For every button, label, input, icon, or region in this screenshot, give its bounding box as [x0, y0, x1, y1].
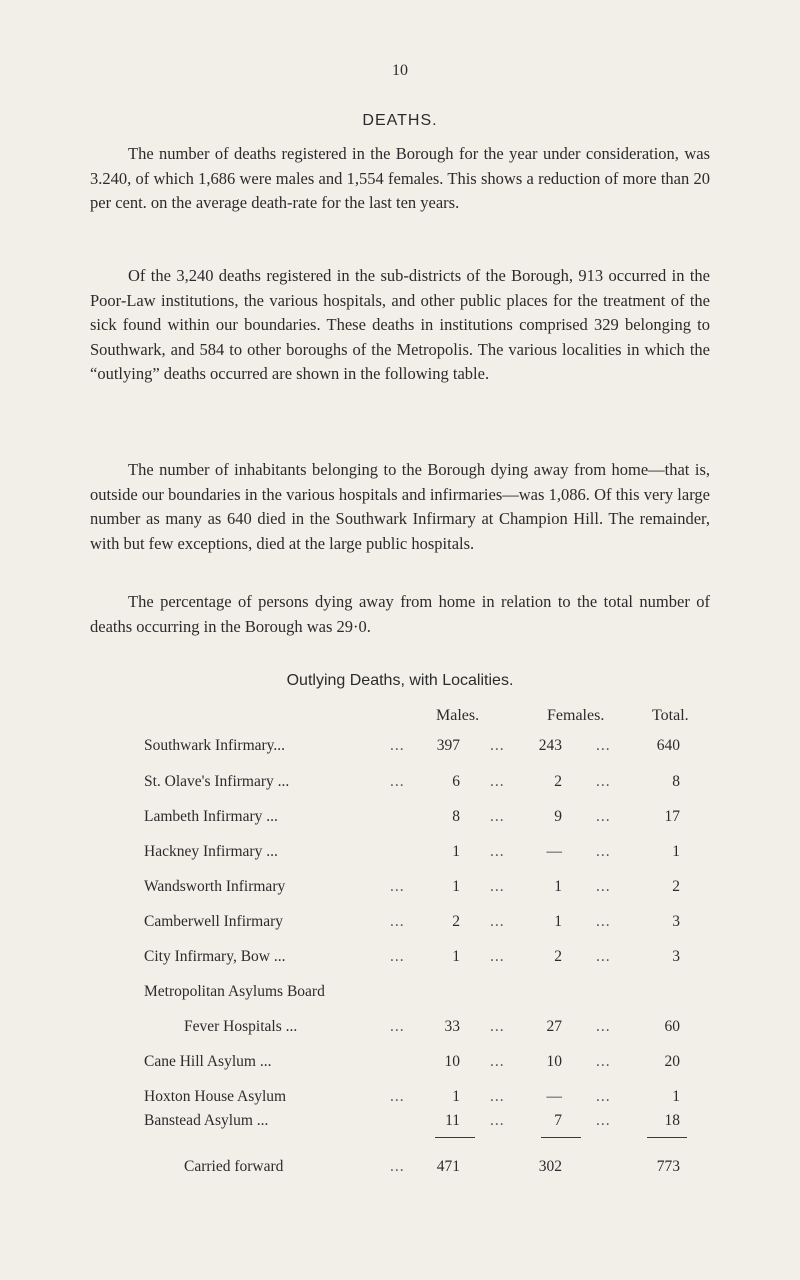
leader-dots: ...	[390, 948, 405, 965]
paragraph-2: Of the 3,240 deaths registered in the sub-districts of the Borough, 913 occurred in the Poor-Law institutions, the various hospitals, and other public places for the treatment of the sick found within our boundaries. These deaths in institutions comprised 329 belonging to Southwark, and 584 to other boroughs of the Metropolis. The various localities in which the “outlying” deaths occurred are shown in the following table.	[90, 266, 710, 383]
females-value: 243	[538, 737, 562, 754]
leader-dots: ...	[596, 948, 611, 965]
females-value: 10	[546, 1053, 562, 1070]
leader-dots: ...	[596, 737, 611, 754]
females-value: —	[546, 843, 562, 860]
total-value: 3	[672, 948, 680, 965]
females-total: 302	[538, 1158, 562, 1175]
table-row	[0, 878, 800, 902]
row-label: Metropolitan Asylums Board	[144, 983, 325, 1000]
table-row	[0, 773, 800, 797]
males-value: 11	[445, 1112, 460, 1129]
paragraph-1: The number of deaths registered in the Borough for the year under consideration, was 3.240, of which 1,686 were males and 1,554 females. This shows a reduction of more than 20 per cent. on the average death-rate for the last ten years.	[90, 144, 710, 212]
grand-total: 773	[656, 1158, 680, 1175]
row-label: Banstead Asylum ...	[144, 1112, 269, 1129]
females-value: 27	[546, 1018, 562, 1035]
paragraph-4: The percentage of persons dying away from home in relation to the total number of deaths occurring in the Borough was 29·0.	[90, 592, 710, 636]
leader-dots: ...	[596, 1112, 611, 1129]
total-value: 640	[656, 737, 680, 754]
leader-dots: ...	[390, 878, 405, 895]
females-value: 9	[554, 808, 562, 825]
row-label-continued: Fever Hospitals ...	[184, 1018, 298, 1035]
females-value: —	[546, 1088, 562, 1105]
leader-dots: ...	[490, 1088, 505, 1105]
males-value: 2	[452, 913, 460, 930]
males-total: 471	[436, 1158, 460, 1175]
leader-dots: ...	[490, 773, 505, 790]
column-header-males: Males.	[436, 707, 480, 724]
males-value: 1	[452, 948, 460, 965]
leader-dots: ...	[490, 1053, 505, 1070]
table-row	[0, 1018, 800, 1042]
row-label: Hoxton House Asylum	[144, 1088, 287, 1105]
total-value: 3	[672, 913, 680, 930]
leader-dots: ...	[490, 808, 505, 825]
total-value: 60	[664, 1018, 680, 1035]
leader-dots: ...	[596, 808, 611, 825]
sum-rule-males	[435, 1137, 475, 1138]
females-value: 2	[554, 773, 562, 790]
females-value: 2	[554, 948, 562, 965]
leader-dots: ...	[390, 913, 405, 930]
row-label: City Infirmary, Bow ...	[144, 948, 286, 965]
leader-dots: ...	[596, 913, 611, 930]
total-value: 1	[672, 843, 680, 860]
males-value: 1	[452, 878, 460, 895]
males-value: 33	[444, 1018, 460, 1035]
total-value: 17	[664, 808, 680, 825]
row-label: St. Olave's Infirmary ...	[144, 773, 290, 790]
leader-dots: ...	[390, 1018, 405, 1035]
leader-dots: ...	[390, 1088, 405, 1105]
sum-rule-total	[647, 1137, 687, 1138]
table-row	[0, 843, 800, 867]
females-value: 1	[554, 878, 562, 895]
sum-rule-females	[541, 1137, 581, 1138]
leader-dots: ...	[490, 843, 505, 860]
leader-dots: ...	[390, 1158, 405, 1175]
males-value: 10	[444, 1053, 460, 1070]
column-header-total: Total.	[652, 707, 689, 724]
males-value: 1	[452, 1088, 460, 1105]
leader-dots: ...	[490, 878, 505, 895]
leader-dots: ...	[596, 1018, 611, 1035]
total-value: 1	[672, 1088, 680, 1105]
section-heading: DEATHS.	[362, 112, 438, 129]
row-label: Lambeth Infirmary ...	[144, 808, 278, 825]
males-value: 1	[452, 843, 460, 860]
paragraph-3: The number of inhabitants belonging to the Borough dying away from home—that is, outside our boundaries in the various hospitals and infirmaries—was 1,086. Of this very large number as many as 640 died in the Southwark Infirmary at Champion Hill. The remainder, with but few exceptions, died at the large public hospitals.	[90, 460, 710, 553]
table-row	[0, 1088, 800, 1112]
total-value: 2	[672, 878, 680, 895]
carried-forward-row	[0, 1158, 800, 1182]
males-value: 8	[452, 808, 460, 825]
leader-dots: ...	[596, 1053, 611, 1070]
leader-dots: ...	[390, 773, 405, 790]
leader-dots: ...	[490, 913, 505, 930]
row-label: Camberwell Infirmary	[144, 913, 284, 930]
females-value: 7	[554, 1112, 562, 1129]
table-row	[0, 913, 800, 937]
row-label: Hackney Infirmary ...	[144, 843, 278, 860]
leader-dots: ...	[596, 878, 611, 895]
row-label: Cane Hill Asylum ...	[144, 1053, 272, 1070]
leader-dots: ...	[596, 1088, 611, 1105]
table-row-heading	[0, 983, 800, 1007]
row-label: Southwark Infirmary...	[144, 737, 286, 754]
carried-forward-label: Carried forward	[184, 1158, 284, 1175]
column-header-females: Females.	[547, 707, 605, 724]
leader-dots: ...	[490, 1112, 505, 1129]
females-value: 1	[554, 913, 562, 930]
males-value: 397	[436, 737, 460, 754]
total-value: 20	[664, 1053, 680, 1070]
total-value: 8	[672, 773, 680, 790]
leader-dots: ...	[490, 948, 505, 965]
table-row	[0, 1053, 800, 1077]
table-row	[0, 1112, 800, 1136]
total-value: 18	[664, 1112, 680, 1129]
leader-dots: ...	[596, 843, 611, 860]
leader-dots: ...	[490, 737, 505, 754]
leader-dots: ...	[596, 773, 611, 790]
table-row	[0, 737, 800, 761]
males-value: 6	[452, 773, 460, 790]
table-row	[0, 808, 800, 832]
leader-dots: ...	[490, 1018, 505, 1035]
table-row	[0, 948, 800, 972]
table-title: Outlying Deaths, with Localities.	[286, 672, 514, 689]
row-label: Wandsworth Infirmary	[144, 878, 286, 895]
leader-dots: ...	[390, 737, 405, 754]
page-number: 10	[392, 62, 408, 79]
